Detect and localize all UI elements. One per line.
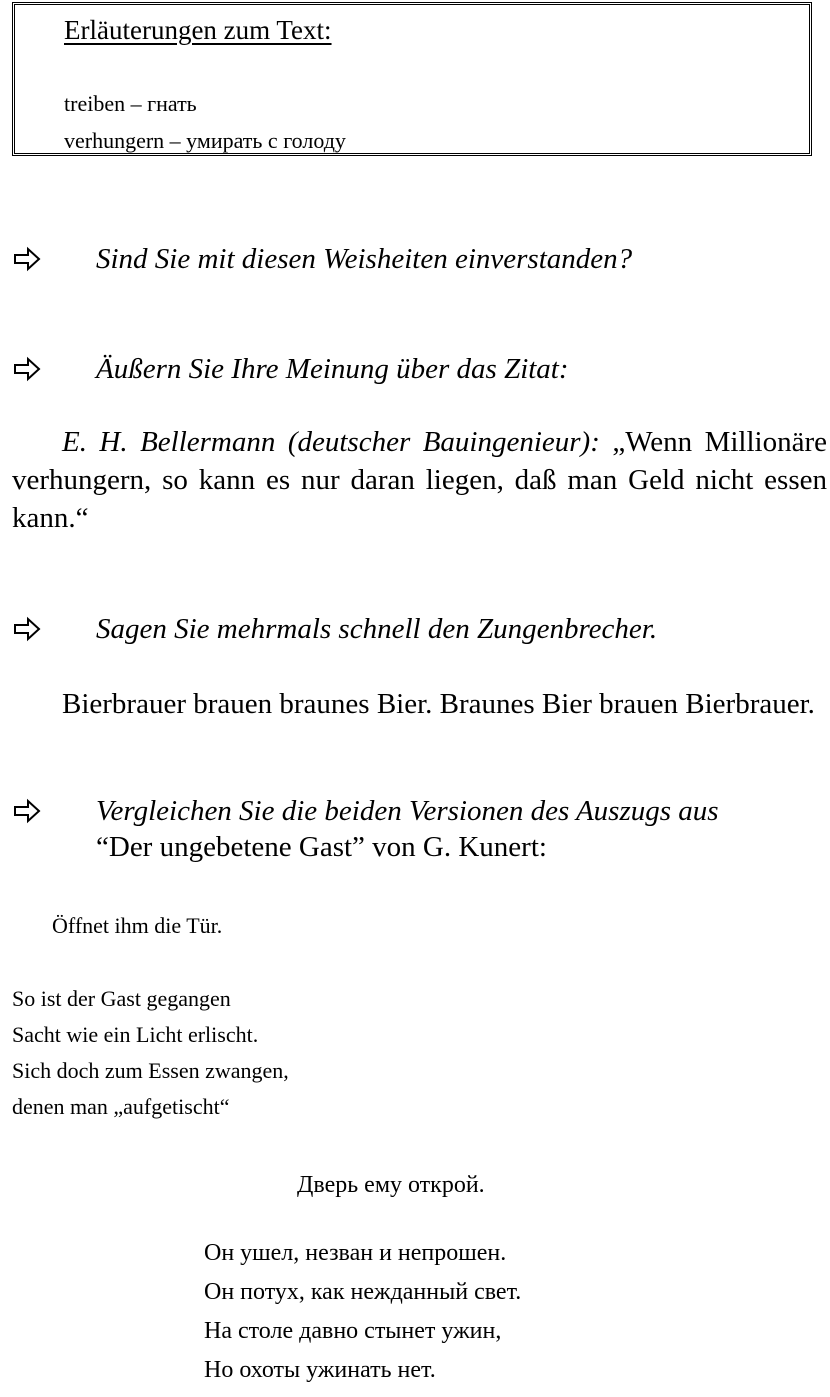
task-text: Sagen Sie mehrmals schnell den Zungenbrecher.	[96, 613, 658, 645]
german-poem-line: So ist der Gast gegangen	[12, 986, 231, 1011]
russian-poem-line: Но охоты ужинать нет.	[204, 1357, 436, 1383]
tongue-twister-text: Bierbrauer brauen braunes Bier. Braunes Bier brauen Bierbrauer.	[62, 688, 815, 720]
russian-poem-line: На столе давно стынет ужин,	[204, 1318, 502, 1344]
tongue-twister	[12, 685, 827, 723]
german-poem-line: denen man „aufgetischt“	[12, 1094, 230, 1119]
quote-paragraph	[12, 423, 827, 537]
right-arrow-icon	[12, 241, 42, 277]
task-text: Äußern Sie Ihre Meinung über das Zitat:	[96, 353, 569, 385]
german-poem-line: Sacht wie ein Licht erlischt.	[12, 1022, 259, 1047]
quote-author: E. H. Bellermann (deutscher Bauingenieur):	[62, 426, 600, 458]
glossary-title: Erläuterungen zum Text:	[64, 15, 332, 45]
russian-poem-line: Он ушел, незван и непрошен.	[204, 1240, 507, 1266]
german-first-line: Öffnet ihm die Tür.	[52, 913, 223, 938]
task-text: Vergleichen Sie die beiden Versionen des Auszugs aus	[96, 795, 719, 827]
task-text-continuation: “Der ungebetene Gast” von G. Kunert:	[96, 831, 547, 863]
right-arrow-icon	[12, 611, 42, 647]
quote-text: „Wenn Millionäre verhungern, so kann es nur daran liegen, daß man Geld nicht essen kann.“	[12, 426, 827, 534]
glossary-entry: treiben – гнать	[64, 91, 197, 116]
task-instruction	[12, 351, 569, 387]
right-arrow-icon	[12, 351, 42, 387]
glossary-box	[12, 2, 812, 156]
russian-poem-line: Он потух, как нежданный свет.	[204, 1279, 522, 1305]
task-instruction	[12, 241, 632, 277]
task-text: Sind Sie mit diesen Weisheiten einverstanden?	[96, 243, 633, 275]
task-instruction	[12, 611, 657, 647]
german-poem-line: Sich doch zum Essen zwangen,	[12, 1058, 289, 1083]
task-instruction	[12, 793, 719, 865]
glossary-entry: verhungern – умирать с голоду	[64, 128, 346, 153]
right-arrow-icon	[12, 793, 42, 829]
russian-first-line: Дверь ему открой.	[297, 1172, 485, 1198]
